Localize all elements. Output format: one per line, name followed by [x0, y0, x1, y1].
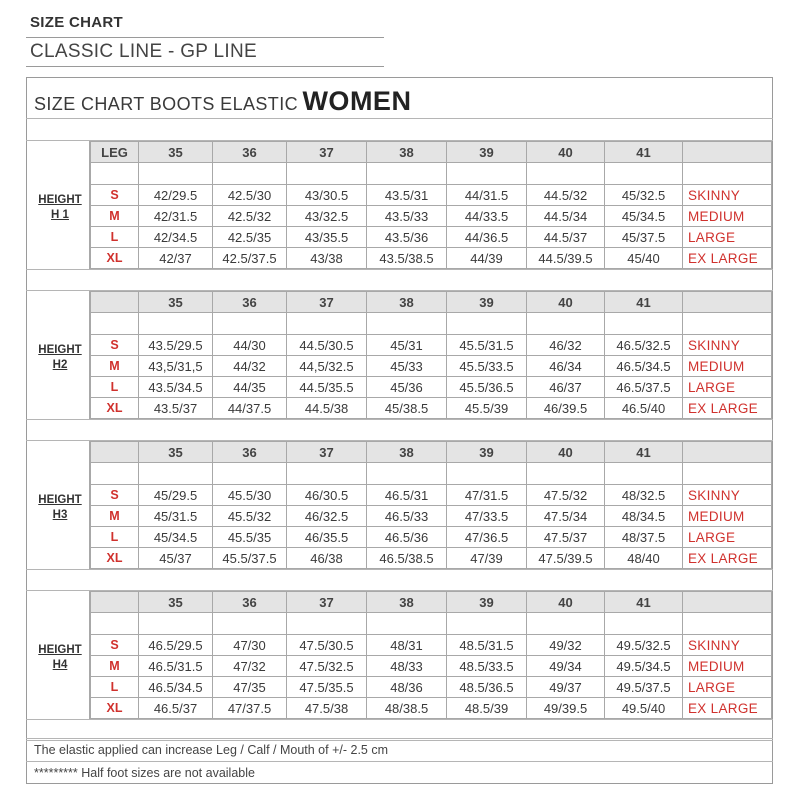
- size-code: L: [91, 377, 139, 398]
- table-cell: 49/34: [527, 656, 605, 677]
- table-cell: 46.5/36: [367, 527, 447, 548]
- table-cell: 47/31.5: [447, 485, 527, 506]
- table-cell: 44/30: [213, 335, 287, 356]
- column-header: 36: [213, 142, 287, 163]
- column-header: 35: [139, 442, 213, 463]
- table-row: [91, 163, 772, 185]
- table-row: [91, 548, 772, 569]
- leg-header: [91, 442, 139, 463]
- size-grid: [90, 291, 772, 419]
- table-cell: [139, 163, 213, 185]
- column-header: 36: [213, 592, 287, 613]
- table-cell: 42.5/35: [213, 227, 287, 248]
- table-cell: 47/35: [213, 677, 287, 698]
- table-cell: 47/37.5: [213, 698, 287, 719]
- size-code: L: [91, 527, 139, 548]
- table-cell: 47/39: [447, 548, 527, 569]
- column-header: 37: [287, 292, 367, 313]
- height-block: [26, 591, 773, 736]
- table-cell: 47.5/30.5: [287, 635, 367, 656]
- table-row: [91, 613, 772, 635]
- table-cell: 46/39.5: [527, 398, 605, 419]
- table-cell: [367, 163, 447, 185]
- table-cell: 49/32: [527, 635, 605, 656]
- table-cell: 42.5/30: [213, 185, 287, 206]
- table-cell: 45/38.5: [367, 398, 447, 419]
- header-divider: [26, 66, 384, 67]
- divider: [26, 118, 773, 119]
- table-cell: 43/38: [287, 248, 367, 269]
- table-row: [91, 227, 772, 248]
- table-row: [91, 206, 772, 227]
- divider: [26, 761, 773, 762]
- table-cell: [287, 313, 367, 335]
- table-cell: [447, 463, 527, 485]
- size-code: S: [91, 185, 139, 206]
- size-name: SKINNY: [683, 185, 772, 206]
- height-label: [32, 193, 88, 223]
- column-header: 40: [527, 592, 605, 613]
- height-block: [26, 441, 773, 586]
- table-row: [91, 527, 772, 548]
- column-header: 38: [367, 592, 447, 613]
- size-code: XL: [91, 398, 139, 419]
- table-cell: [447, 313, 527, 335]
- table-row: [91, 506, 772, 527]
- table-cell: 45.5/36.5: [447, 377, 527, 398]
- table-cell: [605, 313, 683, 335]
- table-cell: 44/32: [213, 356, 287, 377]
- table-cell: 46.5/31: [367, 485, 447, 506]
- table-row: [91, 377, 772, 398]
- label-column-border: [89, 441, 90, 569]
- table-cell: 44.5/38: [287, 398, 367, 419]
- table-cell: 47/36.5: [447, 527, 527, 548]
- table-cell: 43.5/33: [367, 206, 447, 227]
- table-cell: 46/38: [287, 548, 367, 569]
- column-header: 39: [447, 592, 527, 613]
- table-cell: 47.5/35.5: [287, 677, 367, 698]
- column-header: [683, 292, 772, 313]
- height-label-top: HEIGHT: [38, 194, 82, 206]
- table-cell: [139, 313, 213, 335]
- table-cell: [287, 163, 367, 185]
- table-cell: 44.5/35.5: [287, 377, 367, 398]
- divider: [26, 738, 773, 739]
- table-cell: 48.5/36.5: [447, 677, 527, 698]
- table-cell: 46.5/33: [367, 506, 447, 527]
- table-cell: 44.5/32: [527, 185, 605, 206]
- table-cell: [91, 613, 139, 635]
- table-cell: [139, 463, 213, 485]
- divider: [26, 719, 773, 720]
- table-cell: 46/32: [527, 335, 605, 356]
- table-cell: 47.5/32: [527, 485, 605, 506]
- table-cell: 47/33.5: [447, 506, 527, 527]
- label-column-border: [89, 141, 90, 269]
- table-cell: 43.5/31: [367, 185, 447, 206]
- divider: [26, 269, 773, 270]
- table-cell: 45.5/39: [447, 398, 527, 419]
- height-label: [32, 343, 88, 373]
- table-cell: 44/33.5: [447, 206, 527, 227]
- column-header: 36: [213, 442, 287, 463]
- table-cell: 46.5/32.5: [605, 335, 683, 356]
- size-grid: [90, 441, 772, 569]
- size-grid: [90, 591, 772, 719]
- table-cell: 45.5/33.5: [447, 356, 527, 377]
- table-cell: 46/35.5: [287, 527, 367, 548]
- table-cell: [527, 163, 605, 185]
- height-block: [26, 291, 773, 436]
- table-cell: 46.5/34.5: [139, 677, 213, 698]
- table-header-row: [91, 442, 772, 463]
- divider: [26, 740, 773, 741]
- column-header: 39: [447, 292, 527, 313]
- table-header-row: [91, 142, 772, 163]
- size-name: MEDIUM: [683, 356, 772, 377]
- size-code: S: [91, 485, 139, 506]
- size-code: M: [91, 656, 139, 677]
- table-cell: 46.5/37: [139, 698, 213, 719]
- table-cell: 48/38.5: [367, 698, 447, 719]
- table-cell: 45/33: [367, 356, 447, 377]
- table-cell: [139, 613, 213, 635]
- size-name: EX LARGE: [683, 548, 772, 569]
- table-cell: [91, 463, 139, 485]
- table-row: [91, 398, 772, 419]
- size-name: LARGE: [683, 377, 772, 398]
- column-header: 37: [287, 592, 367, 613]
- table-cell: [287, 613, 367, 635]
- table-cell: 46/30.5: [287, 485, 367, 506]
- size-code: XL: [91, 548, 139, 569]
- table-cell: 45/36: [367, 377, 447, 398]
- size-code: M: [91, 206, 139, 227]
- table-cell: [683, 313, 772, 335]
- column-header: 37: [287, 442, 367, 463]
- table-cell: 47.5/32.5: [287, 656, 367, 677]
- column-header: 38: [367, 442, 447, 463]
- table-cell: 42/29.5: [139, 185, 213, 206]
- height-label-top: HEIGHT: [38, 494, 82, 506]
- table-cell: 48/37.5: [605, 527, 683, 548]
- size-name: LARGE: [683, 227, 772, 248]
- leg-header: [91, 292, 139, 313]
- table-cell: 45/34.5: [139, 527, 213, 548]
- size-grid: [90, 141, 772, 269]
- table-cell: 45/32.5: [605, 185, 683, 206]
- table-cell: 46.5/31.5: [139, 656, 213, 677]
- height-label-bottom: H4: [52, 659, 68, 671]
- table-cell: 48.5/39: [447, 698, 527, 719]
- column-header: 40: [527, 292, 605, 313]
- table-cell: 45.5/31.5: [447, 335, 527, 356]
- table-row: [91, 677, 772, 698]
- column-header: 37: [287, 142, 367, 163]
- table-cell: 46/32.5: [287, 506, 367, 527]
- table-cell: 47.5/37: [527, 527, 605, 548]
- table-cell: 44.5/34: [527, 206, 605, 227]
- table-cell: 46.5/34.5: [605, 356, 683, 377]
- table-row: [91, 463, 772, 485]
- table-cell: 46/37: [527, 377, 605, 398]
- table-cell: 45.5/32: [213, 506, 287, 527]
- chart-title-emphasis: WOMEN: [302, 86, 412, 116]
- size-name: MEDIUM: [683, 206, 772, 227]
- table-cell: 43/35.5: [287, 227, 367, 248]
- table-cell: 48/40: [605, 548, 683, 569]
- header-subtitle: CLASSIC LINE - GP LINE: [30, 41, 257, 62]
- table-cell: [367, 613, 447, 635]
- table-cell: 48/36: [367, 677, 447, 698]
- size-name: LARGE: [683, 677, 772, 698]
- height-label-bottom: H 1: [51, 209, 69, 221]
- size-name: MEDIUM: [683, 656, 772, 677]
- label-column-border: [89, 291, 90, 419]
- table-cell: [683, 463, 772, 485]
- table-cell: [213, 163, 287, 185]
- table-cell: [527, 313, 605, 335]
- table-cell: 43,5/31,5: [139, 356, 213, 377]
- table-cell: 47/30: [213, 635, 287, 656]
- label-column-border: [89, 591, 90, 719]
- table-cell: 45/31: [367, 335, 447, 356]
- table-cell: 45.5/30: [213, 485, 287, 506]
- table-cell: 47/32: [213, 656, 287, 677]
- size-name: EX LARGE: [683, 248, 772, 269]
- table-cell: 48/31: [367, 635, 447, 656]
- table-row: [91, 335, 772, 356]
- size-code: S: [91, 335, 139, 356]
- table-cell: 45/37.5: [605, 227, 683, 248]
- table-cell: 43.5/36: [367, 227, 447, 248]
- table-cell: 46/34: [527, 356, 605, 377]
- table-cell: 46.5/38.5: [367, 548, 447, 569]
- table-cell: 44.5/37: [527, 227, 605, 248]
- table-cell: 44.5/39.5: [527, 248, 605, 269]
- table-cell: 48.5/31.5: [447, 635, 527, 656]
- table-cell: [213, 463, 287, 485]
- table-cell: 43.5/34.5: [139, 377, 213, 398]
- table-cell: 42/37: [139, 248, 213, 269]
- table-cell: 45.5/37.5: [213, 548, 287, 569]
- table-row: [91, 185, 772, 206]
- chart-title: [34, 86, 411, 117]
- table-cell: 44.5/30.5: [287, 335, 367, 356]
- table-cell: 45.5/35: [213, 527, 287, 548]
- table-cell: [447, 163, 527, 185]
- size-name: SKINNY: [683, 635, 772, 656]
- table-row: [91, 485, 772, 506]
- table-row: [91, 313, 772, 335]
- table-cell: 49.5/34.5: [605, 656, 683, 677]
- table-cell: 44/31.5: [447, 185, 527, 206]
- table-row: [91, 356, 772, 377]
- column-header: [683, 592, 772, 613]
- table-cell: [605, 163, 683, 185]
- column-header: 35: [139, 592, 213, 613]
- table-cell: [91, 163, 139, 185]
- table-cell: 49.5/32.5: [605, 635, 683, 656]
- column-header: 38: [367, 292, 447, 313]
- table-cell: 43.5/29.5: [139, 335, 213, 356]
- table-cell: [213, 613, 287, 635]
- table-cell: 49.5/37.5: [605, 677, 683, 698]
- table-cell: 49.5/40: [605, 698, 683, 719]
- table-cell: 45/40: [605, 248, 683, 269]
- size-code: S: [91, 635, 139, 656]
- table-cell: 43/32.5: [287, 206, 367, 227]
- column-header: 39: [447, 142, 527, 163]
- table-cell: [605, 613, 683, 635]
- table-cell: 46.5/37.5: [605, 377, 683, 398]
- table-cell: 42.5/37.5: [213, 248, 287, 269]
- table-cell: 44/36.5: [447, 227, 527, 248]
- table-cell: 45/31.5: [139, 506, 213, 527]
- table-row: [91, 698, 772, 719]
- size-name: SKINNY: [683, 335, 772, 356]
- table-cell: [367, 463, 447, 485]
- leg-header: [91, 592, 139, 613]
- leg-header: LEG: [91, 142, 139, 163]
- table-row: [91, 248, 772, 269]
- table-cell: 46.5/29.5: [139, 635, 213, 656]
- size-name: EX LARGE: [683, 398, 772, 419]
- column-header: 41: [605, 142, 683, 163]
- table-cell: 45/34.5: [605, 206, 683, 227]
- table-header-row: [91, 292, 772, 313]
- height-label-top: HEIGHT: [38, 644, 82, 656]
- size-name: MEDIUM: [683, 506, 772, 527]
- column-header: 40: [527, 142, 605, 163]
- table-cell: [367, 313, 447, 335]
- table-cell: 48/33: [367, 656, 447, 677]
- table-cell: 42/31.5: [139, 206, 213, 227]
- table-cell: 48.5/33.5: [447, 656, 527, 677]
- size-name: LARGE: [683, 527, 772, 548]
- chart-title-prefix: SIZE CHART BOOTS ELASTIC: [34, 94, 298, 114]
- header-divider: [26, 37, 384, 38]
- table-cell: 43.5/37: [139, 398, 213, 419]
- table-cell: 48/32.5: [605, 485, 683, 506]
- table-cell: 42/34.5: [139, 227, 213, 248]
- table-cell: 44/39: [447, 248, 527, 269]
- note-elastic: The elastic applied can increase Leg / Calf / Mouth of +/- 2.5 cm: [34, 743, 389, 757]
- height-label: [32, 493, 88, 523]
- height-label-bottom: H2: [52, 359, 68, 371]
- column-header: 36: [213, 292, 287, 313]
- column-header: 41: [605, 592, 683, 613]
- table-cell: 47.5/34: [527, 506, 605, 527]
- table-cell: [447, 613, 527, 635]
- column-header: 41: [605, 292, 683, 313]
- table-cell: 47.5/38: [287, 698, 367, 719]
- column-header: 39: [447, 442, 527, 463]
- height-label-bottom: H3: [52, 509, 68, 521]
- table-cell: [287, 463, 367, 485]
- table-cell: [605, 463, 683, 485]
- table-cell: 44/35: [213, 377, 287, 398]
- size-code: M: [91, 356, 139, 377]
- column-header: 35: [139, 292, 213, 313]
- table-cell: [527, 463, 605, 485]
- table-header-row: [91, 592, 772, 613]
- table-cell: 47.5/39.5: [527, 548, 605, 569]
- table-cell: 48/34.5: [605, 506, 683, 527]
- size-name: EX LARGE: [683, 698, 772, 719]
- table-cell: [213, 313, 287, 335]
- table-cell: 46.5/40: [605, 398, 683, 419]
- height-label: [32, 643, 88, 673]
- size-code: XL: [91, 248, 139, 269]
- table-cell: [683, 163, 772, 185]
- size-code: L: [91, 677, 139, 698]
- table-cell: [527, 613, 605, 635]
- table-cell: [683, 613, 772, 635]
- table-cell: 44,5/32.5: [287, 356, 367, 377]
- column-header: 38: [367, 142, 447, 163]
- height-block: [26, 141, 773, 286]
- column-header: [683, 442, 772, 463]
- size-code: XL: [91, 698, 139, 719]
- column-header: 35: [139, 142, 213, 163]
- table-cell: 49/37: [527, 677, 605, 698]
- divider: [26, 419, 773, 420]
- table-cell: [91, 313, 139, 335]
- table-row: [91, 656, 772, 677]
- table-cell: 43.5/38.5: [367, 248, 447, 269]
- size-name: SKINNY: [683, 485, 772, 506]
- table-cell: 43/30.5: [287, 185, 367, 206]
- table-cell: 45/29.5: [139, 485, 213, 506]
- size-code: M: [91, 506, 139, 527]
- divider: [26, 569, 773, 570]
- table-row: [91, 635, 772, 656]
- height-label-top: HEIGHT: [38, 344, 82, 356]
- table-cell: 45/37: [139, 548, 213, 569]
- table-cell: 44/37.5: [213, 398, 287, 419]
- table-cell: 42.5/32: [213, 206, 287, 227]
- table-cell: 49/39.5: [527, 698, 605, 719]
- column-header: 41: [605, 442, 683, 463]
- column-header: 40: [527, 442, 605, 463]
- note-half-sizes: ********* Half foot sizes are not available: [34, 766, 255, 780]
- size-code: L: [91, 227, 139, 248]
- column-header: [683, 142, 772, 163]
- header-title: SIZE CHART: [30, 14, 123, 31]
